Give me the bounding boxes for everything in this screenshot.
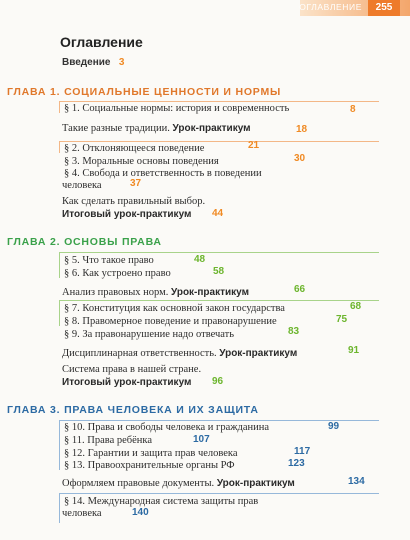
toc-entry-s4[interactable] xyxy=(64,168,262,179)
entry-num: § 8. xyxy=(64,316,80,327)
toc-entry-s13[interactable] xyxy=(64,460,235,471)
entry-text: Что такое право xyxy=(82,255,154,266)
entry-text: Правомерное поведение и правонарушение xyxy=(82,316,277,327)
toc-entry-s11[interactable] xyxy=(64,435,152,446)
entry-text: Свобода и ответственность в поведении xyxy=(82,168,262,179)
entry-num: § 2. xyxy=(64,143,80,154)
intro-page: 3 xyxy=(118,57,125,68)
page-s2: 21 xyxy=(248,140,260,151)
entry-num: § 4. xyxy=(64,168,80,179)
entry-text-cont: человека xyxy=(62,508,102,519)
toc-entry-s3[interactable] xyxy=(64,156,219,167)
workshop-label: Урок-практикум xyxy=(219,348,298,359)
toc-entry-s7[interactable] xyxy=(64,303,285,314)
page-s14: 140 xyxy=(132,507,149,518)
entry-num: § 14. xyxy=(64,496,85,507)
page-s12: 117 xyxy=(294,446,311,457)
entry-text: Социальные нормы: история и современность xyxy=(82,103,290,114)
entry-num: § 12. xyxy=(64,448,85,459)
entry-text: Международная система защиты прав xyxy=(87,496,259,507)
intro-label: Введение xyxy=(62,57,111,68)
toc-final-2-text[interactable]: Система права в нашей стране. xyxy=(62,364,202,375)
workshop-text: Такие разные традиции. xyxy=(62,123,170,134)
chapter-2-heading[interactable]: ГЛАВА 2. ОСНОВЫ ПРАВА xyxy=(7,236,162,248)
workshop-text: Оформляем правовые документы. xyxy=(62,478,215,489)
page-w1-1: 18 xyxy=(296,124,308,135)
toc-entry-s14[interactable] xyxy=(64,496,258,507)
workshop-label: Урок-практикум xyxy=(216,478,295,489)
page-number: 255 xyxy=(368,0,400,16)
entry-text: Гарантии и защита прав человека xyxy=(87,448,238,459)
toc-workshop-2-2[interactable] xyxy=(62,348,297,359)
toc-entry-s4-line2[interactable] xyxy=(62,180,102,191)
page-s3: 30 xyxy=(294,153,306,164)
entry-text: Права и свободы человека и гражданина xyxy=(87,422,270,433)
toc-entry-s10[interactable] xyxy=(64,422,269,433)
toc-entry-s5[interactable] xyxy=(64,255,154,266)
toc-entry-s12[interactable] xyxy=(64,448,238,459)
page-w2-1: 66 xyxy=(294,284,306,295)
entry-num: § 13. xyxy=(64,460,85,471)
chapter-1-heading[interactable]: ГЛАВА 1. СОЦИАЛЬНЫЕ ЦЕННОСТИ И НОРМЫ xyxy=(7,86,282,98)
entry-text: Как устроено право xyxy=(82,268,171,279)
page-s5: 48 xyxy=(194,254,206,265)
entry-num: § 9. xyxy=(64,329,80,340)
entry-num: § 11. xyxy=(64,435,85,446)
entry-num: § 5. xyxy=(64,255,80,266)
workshop-text: Дисциплинарная ответственность. xyxy=(62,348,217,359)
toc-final-1-label[interactable]: Итоговый урок-практикум xyxy=(62,209,192,220)
entry-num: § 6. xyxy=(64,268,80,279)
page-s7: 68 xyxy=(350,301,362,312)
toc-entry-s9[interactable] xyxy=(64,329,234,340)
page-s10: 99 xyxy=(328,421,340,432)
page-s8: 75 xyxy=(336,314,348,325)
entry-text: Отклоняющееся поведение xyxy=(82,143,205,154)
toc-workshop-2-1[interactable] xyxy=(62,287,249,298)
toc-intro[interactable] xyxy=(62,57,124,68)
entry-text-cont: человека xyxy=(62,180,102,191)
toc-entry-s8[interactable] xyxy=(64,316,277,327)
entry-num: § 10. xyxy=(64,422,85,433)
page-final-2: 96 xyxy=(212,376,224,387)
toc-final-1-text[interactable]: Как сделать правильный выбор. xyxy=(62,196,206,207)
toc-workshop-1-1[interactable] xyxy=(62,123,251,134)
page-s4: 37 xyxy=(130,178,142,189)
toc-final-2-label[interactable]: Итоговый урок-практикум xyxy=(62,377,192,388)
entry-text: Права ребёнка xyxy=(87,435,152,446)
entry-num: § 7. xyxy=(64,303,80,314)
page-w2-2: 91 xyxy=(348,345,360,356)
workshop-text: Анализ правовых норм. xyxy=(62,287,169,298)
workshop-label: Урок-практикум xyxy=(171,287,249,298)
chapter-3-heading[interactable]: ГЛАВА 3. ПРАВА ЧЕЛОВЕКА И ИХ ЗАЩИТА xyxy=(7,404,259,416)
page-s6: 58 xyxy=(213,266,225,277)
toc-entry-s2[interactable] xyxy=(64,143,204,154)
page-s11: 107 xyxy=(193,434,210,445)
toc-workshop-3-1[interactable] xyxy=(62,478,295,489)
entry-text: Конституция как основной закон государства xyxy=(82,303,285,314)
page-s9: 83 xyxy=(288,326,300,337)
toc-entry-s1[interactable] xyxy=(64,103,289,114)
page-s1: 8 xyxy=(350,104,356,115)
toc-entry-s14-line2[interactable] xyxy=(62,508,102,519)
entry-num: § 1. xyxy=(64,103,80,114)
section-label: ОГЛАВЛЕНИЕ xyxy=(299,2,362,12)
toc-title: Оглавление xyxy=(60,34,143,50)
entry-text: За правонарушение надо отвечать xyxy=(82,329,235,340)
page-header-tab xyxy=(300,0,410,16)
page-w3-1: 134 xyxy=(348,476,365,487)
page-s13: 123 xyxy=(288,458,305,469)
workshop-label: Урок-практикум xyxy=(172,123,251,134)
entry-text: Моральные основы поведения xyxy=(82,156,219,167)
entry-num: § 3. xyxy=(64,156,80,167)
page-final-1: 44 xyxy=(212,208,224,219)
entry-text: Правоохранительные органы РФ xyxy=(87,460,235,471)
toc-entry-s6[interactable] xyxy=(64,268,171,279)
